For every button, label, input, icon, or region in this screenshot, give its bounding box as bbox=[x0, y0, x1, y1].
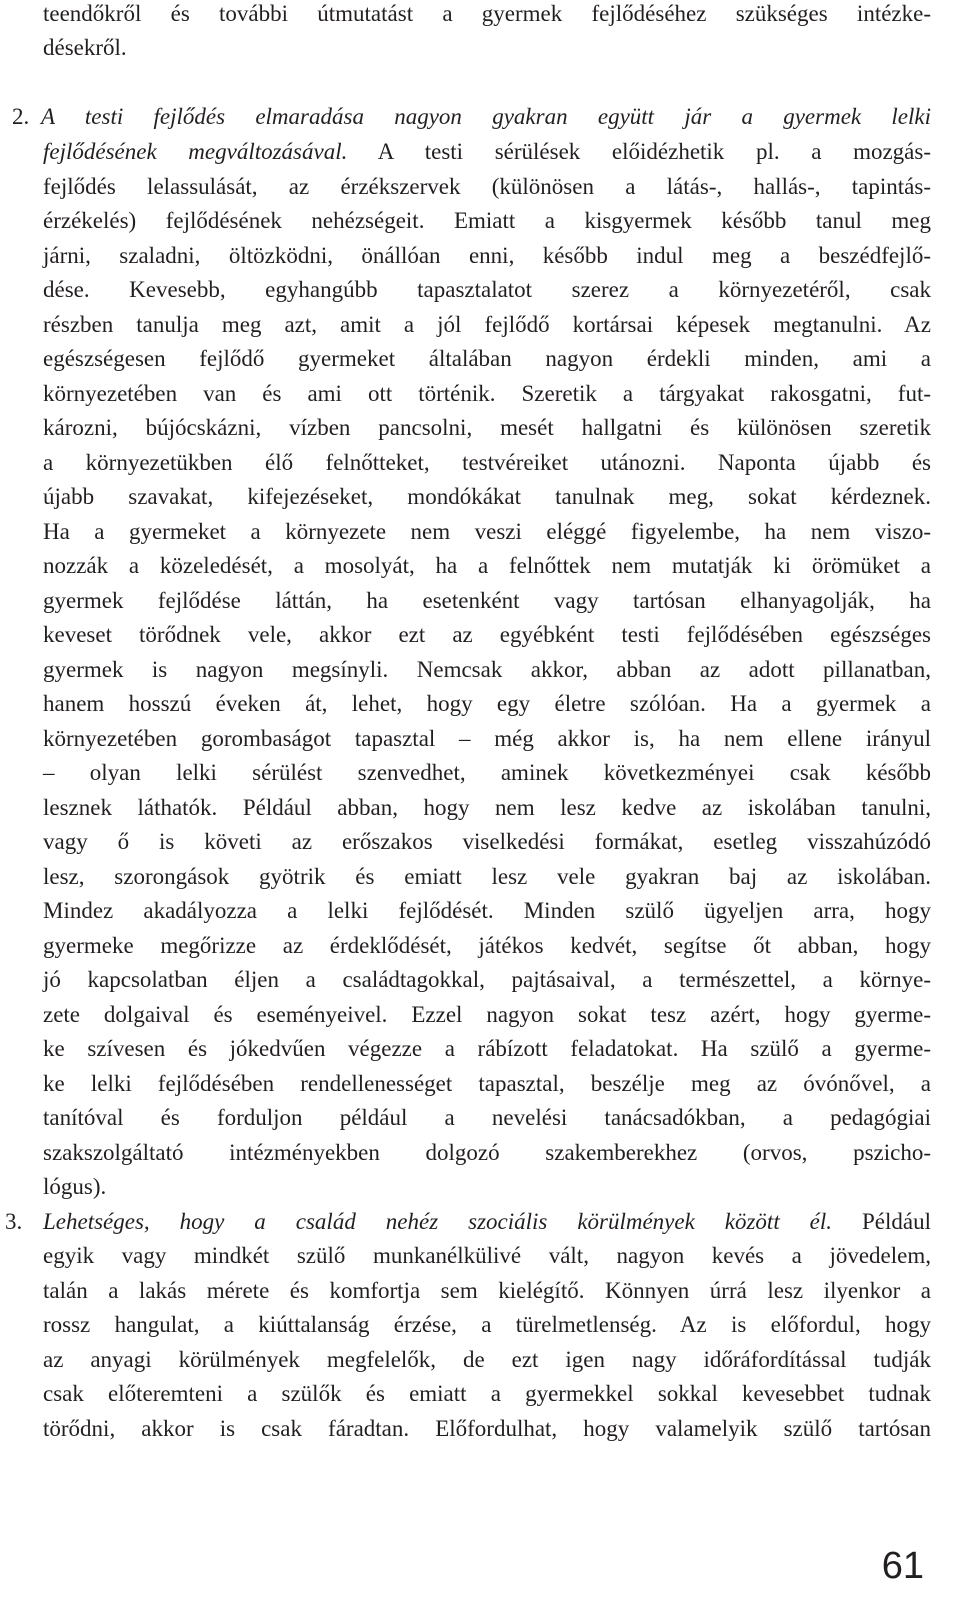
text-line: járni, szaladni, öltözködni, önállóan enni, később indul meg a beszédfejlő- bbox=[43, 243, 931, 268]
text-line: törődni, akkor is csak fáradtan. Előfordulhat, hogy valamelyik szülő tartósan bbox=[43, 1416, 931, 1441]
text-line: talán a lakás mérete és komfortja sem kielégítő. Könnyen úrrá lesz ilyenkor a bbox=[43, 1278, 931, 1303]
text-line: désekről. bbox=[43, 35, 127, 60]
list-item-2-first-line bbox=[12, 99, 931, 135]
text-line: Ha a gyermeket a környezete nem veszi eléggé figyelembe, ha nem viszo- bbox=[43, 519, 931, 544]
text-line: környezetében gorombaságot tapasztal – még akkor is, ha nem ellene irányul bbox=[43, 726, 931, 751]
text-line: gyermek fejlődése láttán, ha esetenként vagy tartósan elhanyagolják, ha bbox=[43, 588, 931, 613]
text-line: egyik vagy mindkét szülő munkanélkülivé vált, nagyon kevés a jövedelem, bbox=[43, 1243, 931, 1268]
text-line: ke lelki fejlődésében rendellenességet tapasztal, beszélje meg az óvónővel, a bbox=[43, 1071, 931, 1096]
italic-heading: fejlődésének megváltozásával. bbox=[43, 139, 348, 164]
text-line: teendőkről és további útmutatást a gyermek fejlődéséhez szükséges intézke- bbox=[43, 1, 931, 26]
text-line: fejlődésének megváltozásával. A testi sérülések előidézhetik pl. a mozgás- bbox=[43, 139, 931, 164]
italic-heading: Lehetséges, hogy a család nehéz szociális körülmények között él. bbox=[43, 1209, 833, 1234]
text-line: hanem hosszú éveken át, lehet, hogy egy életre szólóan. Ha a gyermek a bbox=[43, 691, 931, 716]
text-line: zete dolgaival és eseményeivel. Ezzel nagyon sokat tesz azért, hogy gyerme- bbox=[43, 1002, 931, 1027]
page-number: 61 bbox=[881, 1545, 924, 1587]
text-line: az anyagi körülmények megfelelők, de ezt igen nagy időráfordítással tudják bbox=[43, 1347, 931, 1372]
text-line: egészségesen fejlődő gyermeket általában nagyon érdekli minden, ami a bbox=[43, 346, 931, 371]
list-number: 2. bbox=[12, 104, 30, 129]
italic-heading: A testi fejlődés elmaradása nagyon gyakran együtt jár a gyermek lelki bbox=[41, 104, 931, 129]
text-line: lesz, szorongások gyötrik és emiatt lesz vele gyakran baj az iskolában. bbox=[43, 864, 931, 889]
text-line: nozzák a közeledését, a mosolyát, ha a felnőttek nem mutatják ki örömüket a bbox=[43, 553, 931, 578]
text-line: Mindez akadályozza a lelki fejlődését. Minden szülő ügyeljen arra, hogy bbox=[43, 898, 931, 923]
text-line: tanítóval és forduljon például a nevelési tanácsadókban, a pedagógiai bbox=[43, 1105, 931, 1130]
text-line: gyermek is nagyon megsínyli. Nemcsak akkor, abban az adott pillanatban, bbox=[43, 657, 931, 682]
text-line: szakszolgáltató intézményekben dolgozó szakemberekhez (orvos, pszicho- bbox=[43, 1140, 931, 1165]
text-line: érzékelés) fejlődésének nehézségeit. Emiatt a kisgyermek később tanul meg bbox=[43, 208, 931, 233]
text-line: a környezetükben élő felnőtteket, testvéreiket utánozni. Naponta újabb és bbox=[43, 450, 931, 475]
text-line: fejlődés lelassulását, az érzékszervek (különösen a látás-, hallás-, tapintás- bbox=[43, 174, 931, 199]
text-line: kározni, bújócskázni, vízben pancsolni, mesét hallgatni és különösen szeretik bbox=[43, 415, 931, 440]
text-line: – olyan lelki sérülést szenvedhet, aminek következményei csak később bbox=[43, 760, 931, 785]
text-line: csak előteremteni a szülők és emiatt a gyermekkel sokkal kevesebbet tudnak bbox=[43, 1381, 931, 1406]
text-line: részben tanulja meg azt, amit a jól fejlődő kortársai képesek megtanulni. Az bbox=[43, 312, 931, 337]
list-number: 3. bbox=[5, 1209, 23, 1234]
text-line: környezetében van és ami ott történik. Szeretik a tárgyakat rakosgatni, fut- bbox=[43, 381, 931, 406]
list-item-3-first-line: 3. Lehetséges, hogy a család nehéz szociális körülmények között él. Például bbox=[5, 1204, 931, 1240]
text-line: keveset törődnek vele, akkor ezt az egyébként testi fejlődésében egészséges bbox=[43, 622, 931, 647]
text-line: rossz hangulat, a kiúttalanság érzése, a türelmetlenség. Az is előfordul, hogy bbox=[43, 1312, 931, 1337]
text-line: lógus). bbox=[43, 1174, 107, 1199]
text-line: jó kapcsolatban éljen a családtagokkal, pajtásaival, a természettel, a környe- bbox=[43, 967, 931, 992]
text-line: ke szívesen és jókedvűen végezze a rábízott feladatokat. Ha szülő a gyerme- bbox=[43, 1036, 931, 1061]
text-line: lesznek láthatók. Például abban, hogy nem lesz kedve az iskolában tanulni, bbox=[43, 795, 931, 820]
text-line: gyermeke megőrizze az érdeklődését, játékos kedvét, segítse őt abban, hogy bbox=[43, 933, 931, 958]
text-line: dése. Kevesebb, egyhangúbb tapasztalatot szerez a környezetéről, csak bbox=[43, 277, 931, 302]
text-line: vagy ő is követi az erőszakos viselkedési formákat, esetleg visszahúzódó bbox=[43, 829, 931, 854]
text-line: újabb szavakat, kifejezéseket, mondókákat tanulnak meg, sokat kérdeznek. bbox=[43, 484, 931, 509]
